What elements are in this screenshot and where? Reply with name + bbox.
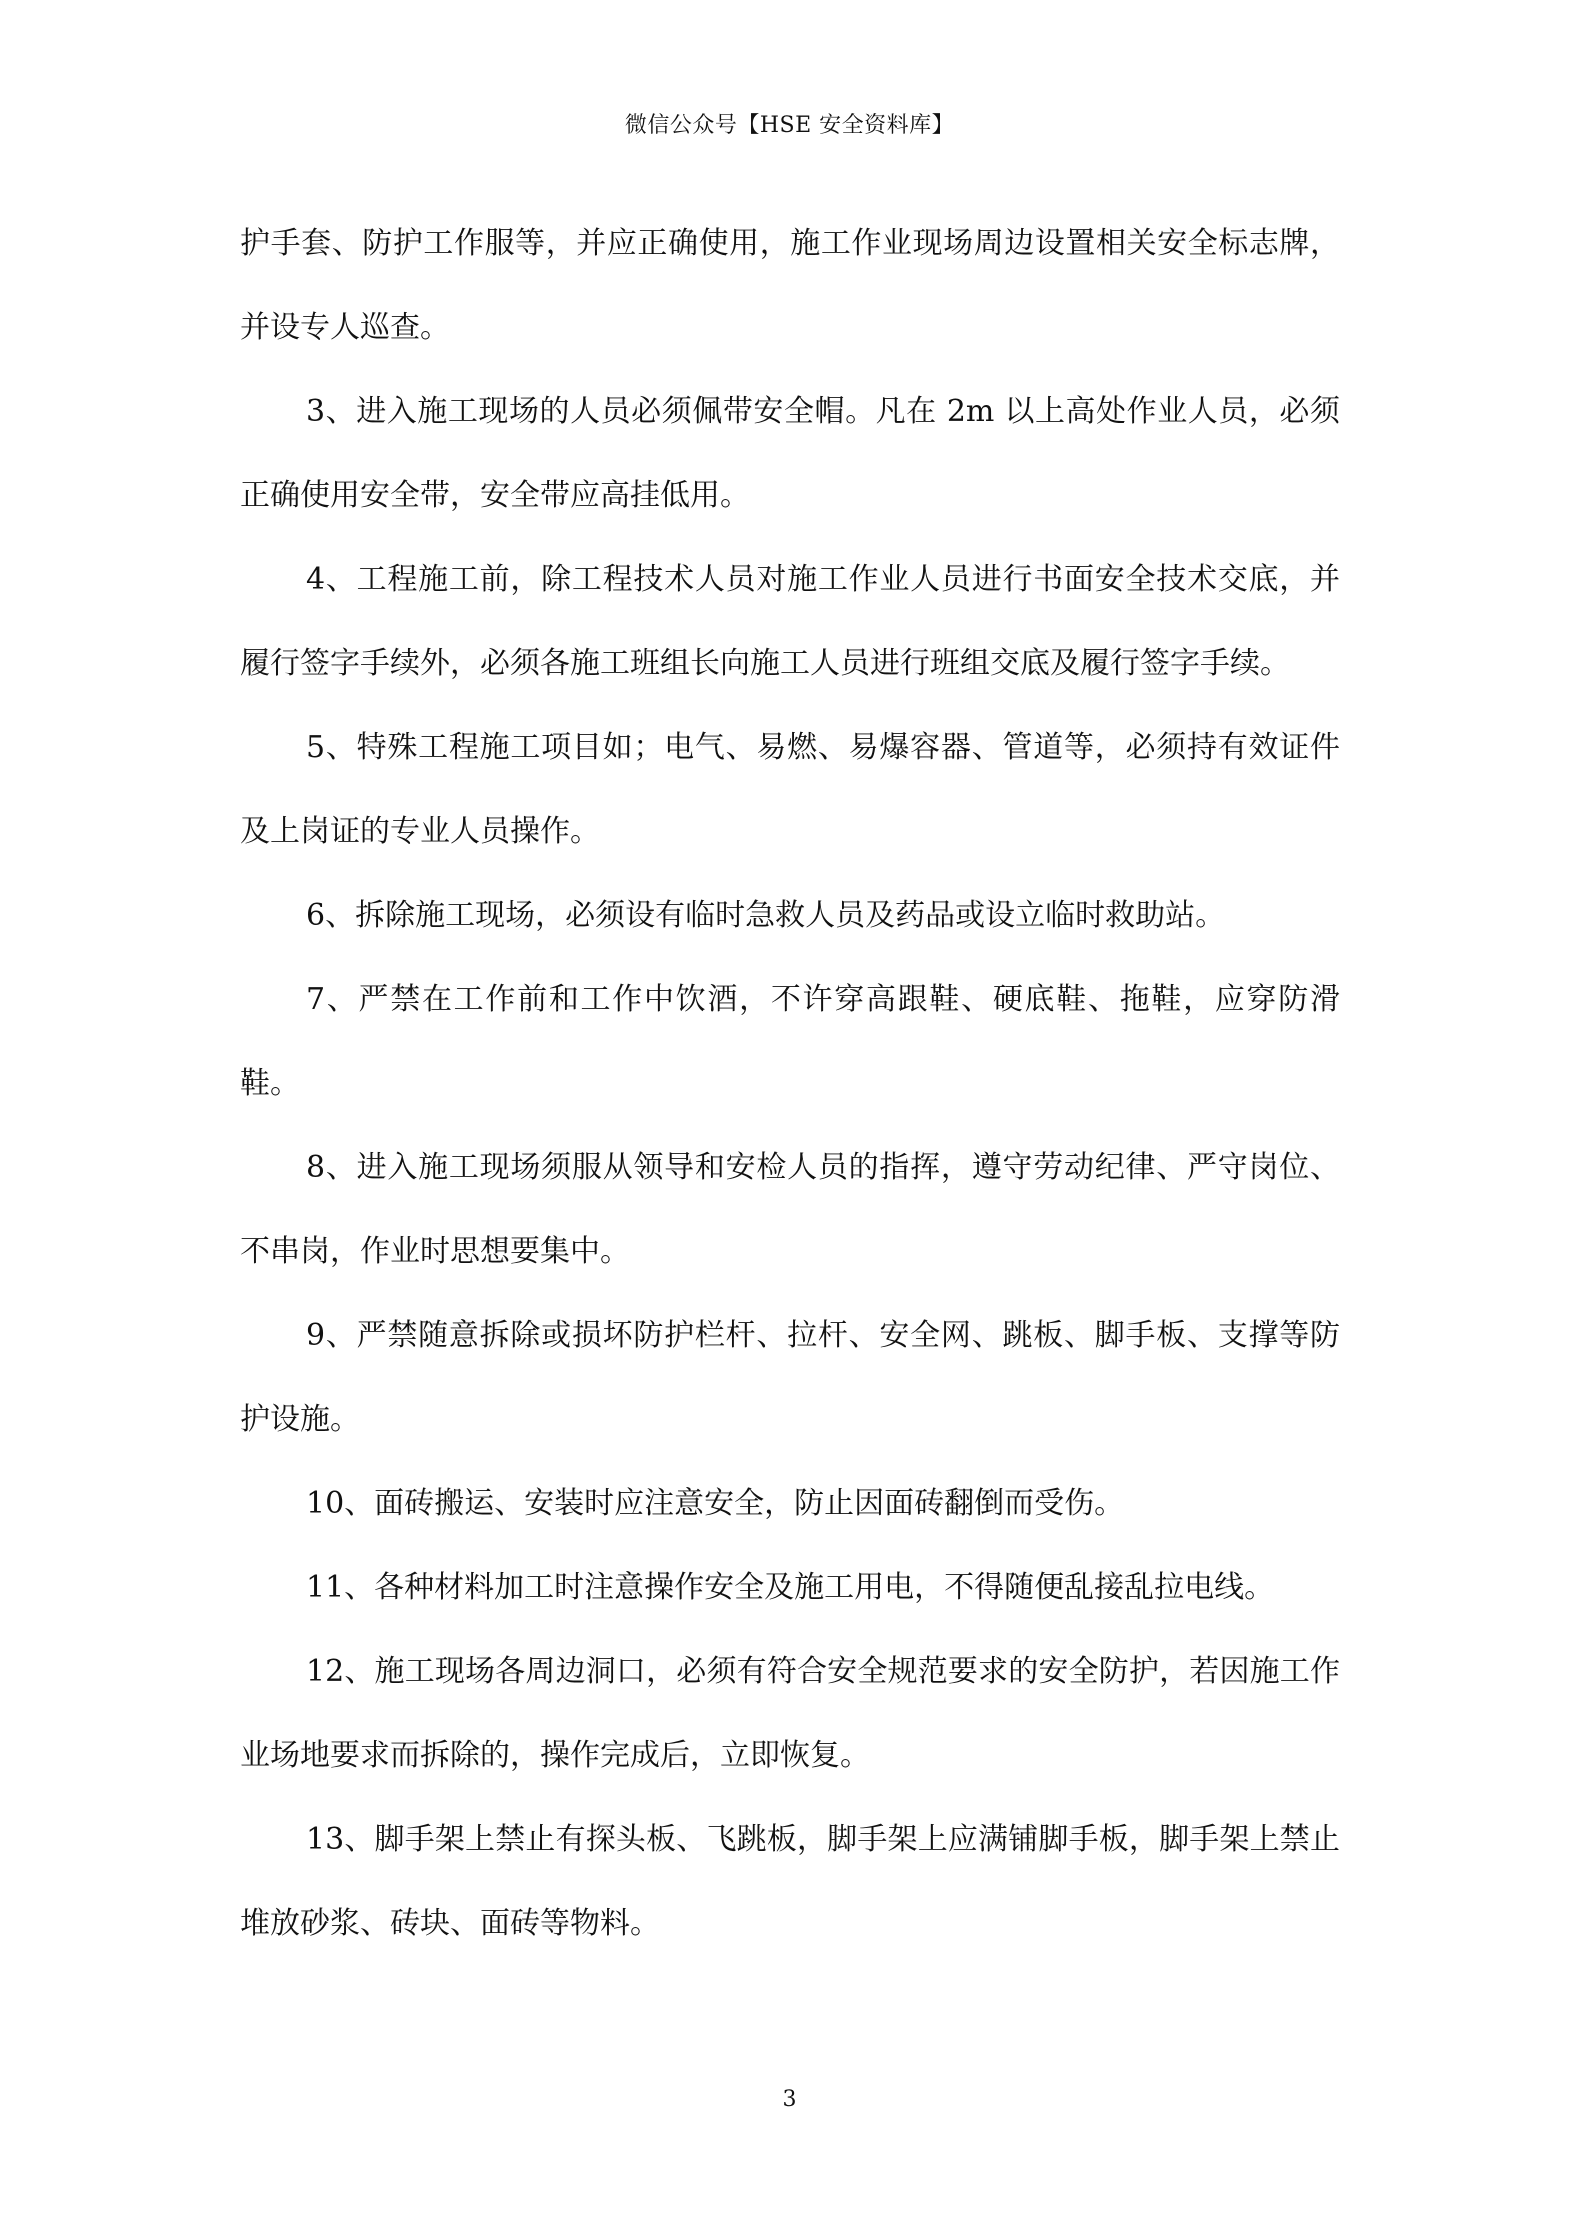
paragraph-item-12: 12、施工现场各周边洞口，必须有符合安全规范要求的安全防护，若因施工作业场地要求而拆除的，操作完成后，立即恢复。 bbox=[240, 1654, 1340, 1773]
paragraph-item-8: 8、进入施工现场须服从领导和安检人员的指挥，遵守劳动纪律、严守岗位、不串岗，作业时思想要集中。 bbox=[240, 1150, 1340, 1269]
paragraph-item-7: 7、严禁在工作前和工作中饮酒，不许穿高跟鞋、硬底鞋、拖鞋，应穿防滑鞋。 bbox=[240, 982, 1340, 1101]
page-number: 3 bbox=[782, 2087, 797, 2112]
paragraph-item-11: 11、各种材料加工时注意操作安全及施工用电，不得随便乱接乱拉电线。 bbox=[306, 1570, 1275, 1605]
paragraph-item-13: 13、脚手架上禁止有探头板、飞跳板，脚手架上应满铺脚手板，脚手架上禁止堆放砂浆、砖块、面砖等物料。 bbox=[240, 1822, 1340, 1941]
paragraph-item-4: 4、工程施工前，除工程技术人员对施工作业人员进行书面安全技术交底，并履行签字手续外，必须各施工班组长向施工人员进行班组交底及履行签字手续。 bbox=[240, 562, 1340, 681]
paragraph-continuation: 护手套、防护工作服等，并应正确使用，施工作业现场周边设置相关安全标志牌，并设专人巡查。 bbox=[240, 226, 1340, 345]
page-header: 微信公众号【HSE 安全资料库】 bbox=[624, 113, 955, 138]
paragraph-item-10: 10、面砖搬运、安装时应注意安全，防止因面砖翻倒而受伤。 bbox=[306, 1486, 1125, 1521]
paragraph-item-3: 3、进入施工现场的人员必须佩带安全帽。凡在 2m 以上高处作业人员，必须正确使用安全带，安全带应高挂低用。 bbox=[240, 394, 1340, 513]
paragraph-item-6: 6、拆除施工现场，必须设有临时急救人员及药品或设立临时救助站。 bbox=[306, 898, 1226, 933]
paragraph-item-9: 9、严禁随意拆除或损坏防护栏杆、拉杆、安全网、跳板、脚手板、支撑等防护设施。 bbox=[240, 1318, 1340, 1437]
document-body bbox=[240, 202, 1340, 1966]
paragraph-item-5: 5、特殊工程施工项目如；电气、易燃、易爆容器、管道等，必须持有效证件及上岗证的专业人员操作。 bbox=[240, 730, 1340, 849]
